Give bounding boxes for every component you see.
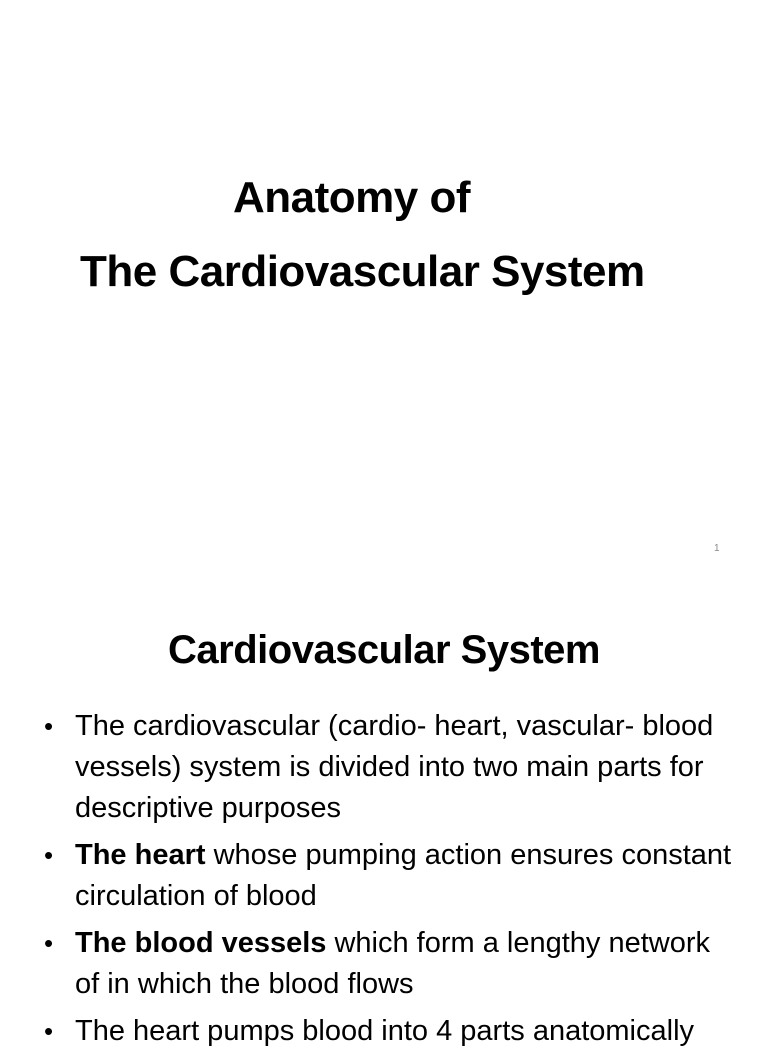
bullet-icon: • [44, 1016, 54, 1046]
slide-title-line-2: The Cardiovascular System [80, 247, 645, 296]
bullet-bold-text: The blood vessels [75, 927, 327, 959]
bullet-text: The heart pumps blood into 4 parts anatomically [75, 1015, 695, 1047]
bullet-icon: • [44, 711, 54, 741]
bullet-item [44, 1011, 734, 1052]
bullet-icon: • [44, 840, 54, 870]
bullet-item [44, 835, 734, 917]
slide-title-line-1: Anatomy of [233, 173, 470, 222]
bullet-list [44, 706, 734, 1058]
bullet-item [44, 706, 734, 829]
slide-2 [0, 576, 768, 1047]
bullet-text: whose pumping action ensures constant circulation of blood [75, 839, 732, 912]
bullet-text: which form a lengthy network of in which the blood flows [75, 927, 711, 1000]
bullet-item [44, 923, 734, 1005]
slide-number: 1 [714, 543, 720, 554]
bullet-bold-text: The heart [75, 839, 206, 871]
bullet-icon: • [44, 928, 54, 958]
bullet-text: The cardiovascular (cardio- heart, vascular- blood vessels) system is divided into two main parts for descriptive purposes [75, 710, 714, 824]
slide-title: Cardiovascular System [168, 628, 600, 672]
